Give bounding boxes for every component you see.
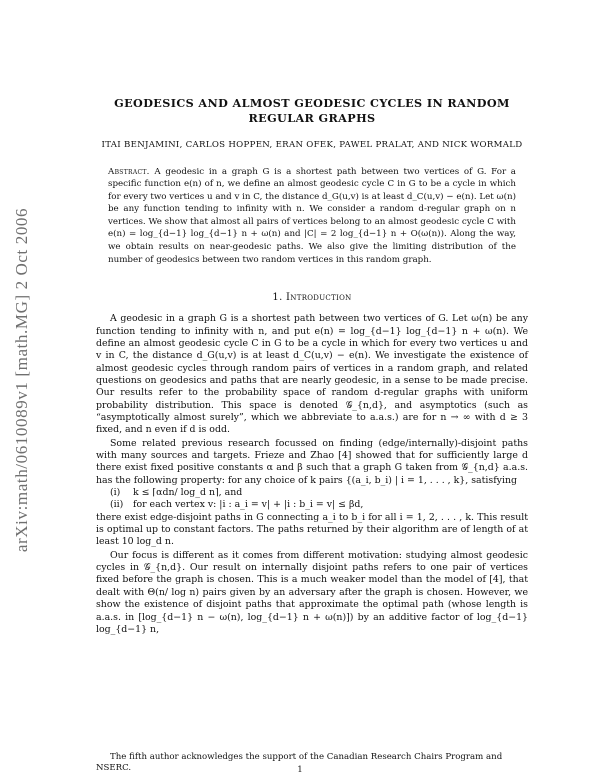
page-number: 1 <box>297 765 303 775</box>
abstract <box>108 166 516 267</box>
paper-title: GEODESICS AND ALMOST GEODESIC CYCLES IN RANDOM REGULAR GRAPHS <box>114 96 510 125</box>
arxiv-identifier: arXiv:math/0610089v1 [math.MG] 2 Oct 2006 <box>12 207 31 553</box>
list-item-text: k ≤ ⌈αdn/ log_d n⌉, and <box>132 487 243 499</box>
body-paragraph-3: Our focus is different as it comes from different motivation: studying almost geodesic cycles in 𝒢_{n,d}. Our result on internally disjoint paths refers to one pair of vertices fixed before the graph is chosen. This is a much weaker model than the model of [4], that dealt with Θ(n/ log n) pairs given by an adversary after the graph is chosen. However, we show the existence of disjoint paths that approximate the optimal path (whose length is a.a.s. in [log_{d−1} n − ω(n), log_{d−1} n + ω(n)]) by an additive factor of log_{d−1} log_{d−1} n, <box>96 549 528 635</box>
paper-authors: ITAI BENJAMINI, CARLOS HOPPEN, ERAN OFEK, PAWEL PRALAT, AND NICK WORMALD <box>101 140 523 150</box>
condition-list <box>96 487 528 512</box>
list-item-number: (i) <box>110 487 121 499</box>
body-paragraph-2: Some related previous research focussed on finding (edge/internally)-disjoint paths with many sources and targets. Frieze and Zhao [4] showed that for sufficiently large d there exist fixed positive constants α and β such that a graph G taken from 𝒢_{n,d} a.a.s. has the following property: for any choice of k pairs {(a_i, b_i) | i = 1, . . . , k}, satisfying <box>96 437 528 486</box>
abstract-label: Abstract. <box>108 166 150 177</box>
list-item <box>96 499 528 511</box>
arxiv-identifier-stamp <box>2 150 42 610</box>
list-item-text: for each vertex v: |i : a_i = v| + |i : b_i = v| ≤ βd, <box>132 499 364 511</box>
section-title: Introduction <box>286 292 352 304</box>
list-item <box>96 487 528 499</box>
section-number: 1. <box>272 292 283 304</box>
body-paragraph-1: A geodesic in a graph G is a shortest path between two vertices of G. Let ω(n) be any function tending to infinity with n, and put e(n) = log_{d−1} log_{d−1} n + ω(n). We define an almost geodesic cycle C in G to be a cycle in which for every two vertices u and v in C, the distance d_G(u,v) is at least d_C(u,v) − e(n). We investigate the existence of almost geodesic cycles through random pairs of vertices in a random graph, and related questions on geodesics and paths that are nearly geodesic, in a sense to be made precise. Our results refer to the probability space of random d-regular graphs with uniform probability distribution. This space is denoted 𝒢_{n,d}, and asymptotics (such as “asymptotically almost surely”, which we abbreviate to a.a.s.) are for n → ∞ with d ≥ 3 fixed, and n even if d is odd. <box>96 313 528 436</box>
footnote: The fifth author acknowledges the support of the Canadian Research Chairs Program and NSERC. <box>96 752 503 773</box>
list-item-number: (ii) <box>110 499 124 511</box>
section-heading <box>96 292 528 303</box>
abstract-text: A geodesic in a graph G is a shortest path between two vertices of G. For a specific function e(n) of n, we define an almost geodesic cycle C in G to be a cycle in which for every two vertices u and v in C, the distance d_G(u,v) is at least d_C(u,v) − e(n). Let ω(n) be any function tending to infinity with n. We consider a random d-regular graph on n vertices. We show that almost all pairs of vertices belong to an almost geodesic cycle C with e(n) = log_{d−1} log_{d−1} n + ω(n) and |C| = 2 log_{d−1} n + O(ω(n)). Along the way, we obtain results on near-geodesic paths. We also give the limiting distribution of the number of geodesics between two random vertices in this random graph. <box>108 166 516 265</box>
after-list-paragraph: there exist edge-disjoint paths in G connecting a_i to b_i for all i = 1, 2, . . . , k. This result is optimal up to constant factors. The paths returned by their algorithm are of length of at least 10 log_d n. <box>96 511 528 548</box>
paper-page <box>96 96 528 636</box>
